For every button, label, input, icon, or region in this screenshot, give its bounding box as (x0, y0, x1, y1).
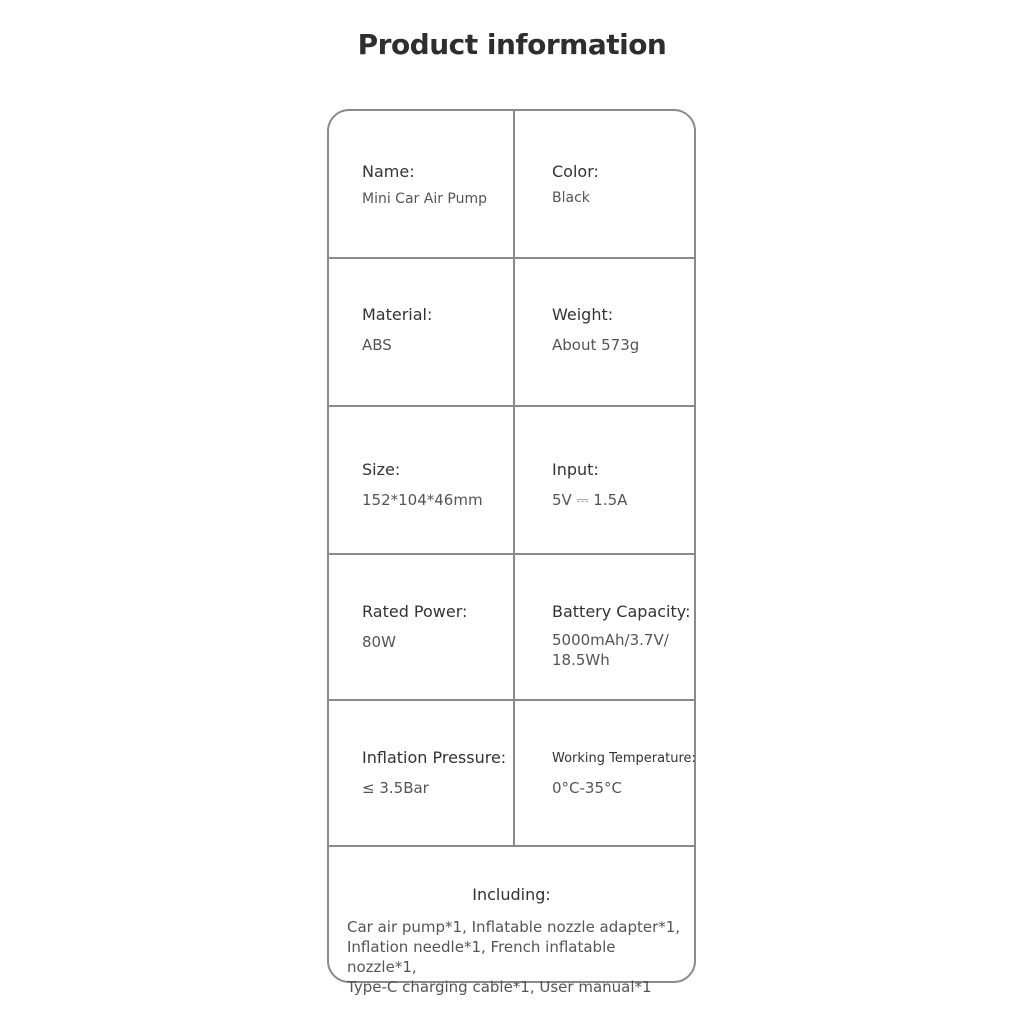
spec-label: Size: (362, 460, 401, 479)
spec-cell-battery-capacity (515, 555, 694, 699)
spec-label: Working Temperature: (552, 751, 696, 766)
spec-cell-weight (515, 259, 694, 405)
spec-value: About 573g (552, 336, 640, 354)
including-section (329, 847, 694, 996)
including-list (347, 917, 687, 997)
spec-value: 80W (362, 633, 396, 651)
spec-row (329, 407, 694, 555)
spec-value: ABS (362, 336, 392, 354)
spec-label: Inflation Pressure: (362, 748, 507, 767)
including-line: Inflation needle*1, French inflatable nozzle*1, (347, 938, 616, 976)
spec-cell-inflation-pressure (329, 701, 515, 845)
spec-cell-color (515, 111, 694, 257)
spec-cell-name (329, 111, 515, 257)
spec-cell-rated-power (329, 555, 515, 699)
spec-value-line: 18.5Wh (552, 651, 610, 669)
spec-cell-size (329, 407, 515, 553)
spec-label: Color: (552, 162, 599, 181)
spec-table (327, 109, 696, 996)
spec-value: 5V ⎓ 1.5A (552, 491, 628, 509)
spec-label: Input: (552, 460, 599, 479)
spec-label: Rated Power: (362, 602, 468, 621)
spec-row (329, 701, 694, 847)
page-title: Product information (357, 28, 667, 61)
spec-cell-material (329, 259, 515, 405)
spec-row (329, 111, 694, 259)
spec-value: Black (552, 190, 590, 206)
spec-cell-input (515, 407, 694, 553)
spec-value: 152*104*46mm (362, 491, 483, 509)
including-line: Type-C charging cable*1, User manual*1 (347, 978, 652, 996)
spec-value: 0°C-35°C (552, 779, 622, 797)
including-line: Car air pump*1, Inflatable nozzle adapter*1, (347, 918, 681, 936)
spec-row (329, 259, 694, 407)
spec-row (329, 555, 694, 701)
spec-value-line: 5000mAh/3.7V/ (552, 631, 669, 649)
spec-cell-working-temperature (515, 701, 694, 845)
spec-label: Material: (362, 305, 433, 324)
spec-value: Mini Car Air Pump (362, 191, 488, 207)
including-label: Including: (472, 885, 551, 904)
spec-value: ≤ 3.5Bar (362, 779, 429, 797)
spec-label: Battery Capacity: (552, 602, 691, 621)
spec-label: Weight: (552, 305, 614, 324)
spec-label: Name: (362, 162, 415, 181)
